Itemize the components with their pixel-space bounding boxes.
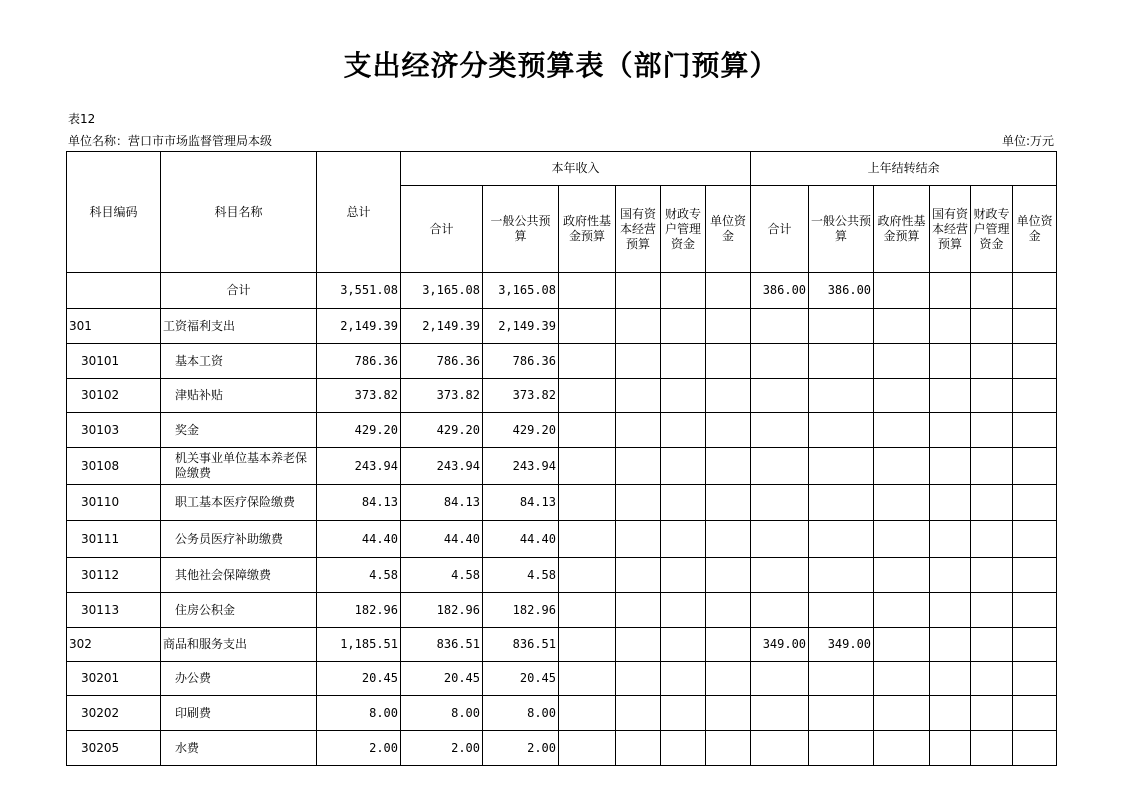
cell-ly-sum bbox=[751, 485, 809, 521]
cell-name: 工资福利支出 bbox=[161, 309, 317, 344]
cell-cy-sum: 3,165.08 bbox=[401, 273, 483, 309]
cell-cy-general: 8.00 bbox=[483, 696, 559, 731]
cell-cy-special bbox=[661, 448, 706, 485]
cell-cy-unit bbox=[706, 696, 751, 731]
table-row bbox=[67, 662, 1057, 696]
cell-cy-unit bbox=[706, 485, 751, 521]
cell-ly-special bbox=[971, 485, 1013, 521]
cell-total: 1,185.51 bbox=[317, 628, 401, 662]
cell-ly-unit bbox=[1013, 696, 1057, 731]
cell-ly-unit bbox=[1013, 593, 1057, 628]
cell-cy-unit bbox=[706, 521, 751, 558]
table-row bbox=[67, 731, 1057, 766]
cell-cy-special bbox=[661, 731, 706, 766]
cell-code: 302 bbox=[67, 628, 161, 662]
cell-cy-fund bbox=[559, 273, 616, 309]
cell-ly-general bbox=[809, 413, 874, 448]
cell-ly-sum bbox=[751, 413, 809, 448]
cell-ly-unit bbox=[1013, 662, 1057, 696]
cell-cy-special bbox=[661, 413, 706, 448]
cell-total: 44.40 bbox=[317, 521, 401, 558]
header-cy-special: 财政专户管理资金 bbox=[661, 186, 706, 273]
cell-cy-unit bbox=[706, 309, 751, 344]
cell-ly-state bbox=[930, 273, 971, 309]
cell-name: 职工基本医疗保险缴费 bbox=[161, 485, 317, 521]
cell-cy-sum: 182.96 bbox=[401, 593, 483, 628]
header-code: 科目编码 bbox=[67, 152, 161, 273]
unit-label: 单位:万元 bbox=[1001, 134, 1054, 148]
cell-ly-general: 349.00 bbox=[809, 628, 874, 662]
cell-ly-sum bbox=[751, 448, 809, 485]
cell-code: 30205 bbox=[67, 731, 161, 766]
cell-code bbox=[67, 273, 161, 309]
header-last-year: 上年结转结余 bbox=[751, 152, 1057, 186]
cell-cy-special bbox=[661, 521, 706, 558]
cell-ly-sum bbox=[751, 731, 809, 766]
cell-ly-general bbox=[809, 558, 874, 593]
cell-ly-sum bbox=[751, 344, 809, 379]
cell-cy-unit bbox=[706, 731, 751, 766]
cell-code: 30112 bbox=[67, 558, 161, 593]
cell-code: 30101 bbox=[67, 344, 161, 379]
cell-name: 公务员医疗补助缴费 bbox=[161, 521, 317, 558]
cell-ly-fund bbox=[874, 558, 930, 593]
cell-ly-sum: 386.00 bbox=[751, 273, 809, 309]
cell-cy-sum: 20.45 bbox=[401, 662, 483, 696]
cell-cy-sum: 8.00 bbox=[401, 696, 483, 731]
budget-table bbox=[66, 151, 1057, 766]
cell-name: 印刷费 bbox=[161, 696, 317, 731]
cell-ly-special bbox=[971, 696, 1013, 731]
cell-cy-state bbox=[616, 628, 661, 662]
cell-name: 办公费 bbox=[161, 662, 317, 696]
header-cy-unit: 单位资金 bbox=[706, 186, 751, 273]
cell-cy-sum: 786.36 bbox=[401, 344, 483, 379]
cell-total: 786.36 bbox=[317, 344, 401, 379]
cell-cy-sum: 243.94 bbox=[401, 448, 483, 485]
cell-cy-fund bbox=[559, 521, 616, 558]
cell-cy-state bbox=[616, 273, 661, 309]
cell-ly-unit bbox=[1013, 448, 1057, 485]
cell-ly-special bbox=[971, 731, 1013, 766]
cell-ly-unit bbox=[1013, 309, 1057, 344]
cell-cy-fund bbox=[559, 379, 616, 413]
cell-cy-unit bbox=[706, 662, 751, 696]
cell-ly-unit bbox=[1013, 379, 1057, 413]
cell-cy-unit bbox=[706, 379, 751, 413]
cell-cy-fund bbox=[559, 413, 616, 448]
header-ly-special: 财政专户管理资金 bbox=[971, 186, 1013, 273]
cell-ly-sum bbox=[751, 696, 809, 731]
cell-ly-sum bbox=[751, 558, 809, 593]
cell-cy-general: 429.20 bbox=[483, 413, 559, 448]
cell-ly-special bbox=[971, 309, 1013, 344]
cell-code: 301 bbox=[67, 309, 161, 344]
cell-cy-fund bbox=[559, 448, 616, 485]
cell-ly-special bbox=[971, 593, 1013, 628]
cell-cy-special bbox=[661, 379, 706, 413]
cell-ly-general bbox=[809, 521, 874, 558]
cell-cy-state bbox=[616, 731, 661, 766]
unit-name-label: 单位名称：营口市市场监督管理局本级 bbox=[68, 134, 273, 148]
cell-ly-sum bbox=[751, 662, 809, 696]
header-ly-sum: 合计 bbox=[751, 186, 809, 273]
cell-total: 429.20 bbox=[317, 413, 401, 448]
cell-ly-state bbox=[930, 344, 971, 379]
cell-cy-sum: 836.51 bbox=[401, 628, 483, 662]
cell-ly-state bbox=[930, 309, 971, 344]
cell-cy-sum: 429.20 bbox=[401, 413, 483, 448]
cell-ly-state bbox=[930, 413, 971, 448]
header-ly-general: 一般公共预算 bbox=[809, 186, 874, 273]
cell-ly-fund bbox=[874, 485, 930, 521]
cell-cy-state bbox=[616, 521, 661, 558]
cell-name: 津贴补贴 bbox=[161, 379, 317, 413]
cell-cy-sum: 2,149.39 bbox=[401, 309, 483, 344]
cell-cy-special bbox=[661, 593, 706, 628]
table-row bbox=[67, 558, 1057, 593]
table-row bbox=[67, 521, 1057, 558]
table-row bbox=[67, 413, 1057, 448]
table-number: 表12 bbox=[68, 112, 96, 126]
cell-ly-fund bbox=[874, 344, 930, 379]
cell-ly-unit bbox=[1013, 628, 1057, 662]
header-current-year: 本年收入 bbox=[401, 152, 751, 186]
cell-ly-general bbox=[809, 662, 874, 696]
cell-cy-state bbox=[616, 696, 661, 731]
cell-total: 8.00 bbox=[317, 696, 401, 731]
cell-ly-state bbox=[930, 379, 971, 413]
header-ly-state: 国有资本经营预算 bbox=[930, 186, 971, 273]
cell-name: 合计 bbox=[161, 273, 317, 309]
cell-cy-special bbox=[661, 696, 706, 731]
cell-ly-fund bbox=[874, 413, 930, 448]
cell-total: 20.45 bbox=[317, 662, 401, 696]
cell-ly-special bbox=[971, 558, 1013, 593]
cell-cy-fund bbox=[559, 662, 616, 696]
table-row bbox=[67, 448, 1057, 485]
cell-name: 奖金 bbox=[161, 413, 317, 448]
cell-code: 30102 bbox=[67, 379, 161, 413]
cell-cy-general: 2.00 bbox=[483, 731, 559, 766]
cell-ly-general bbox=[809, 309, 874, 344]
cell-cy-unit bbox=[706, 448, 751, 485]
cell-cy-fund bbox=[559, 731, 616, 766]
table-row bbox=[67, 379, 1057, 413]
header-cy-general: 一般公共预算 bbox=[483, 186, 559, 273]
cell-ly-sum bbox=[751, 521, 809, 558]
cell-ly-state bbox=[930, 696, 971, 731]
cell-ly-fund bbox=[874, 521, 930, 558]
cell-total: 182.96 bbox=[317, 593, 401, 628]
cell-ly-general bbox=[809, 379, 874, 413]
cell-cy-unit bbox=[706, 344, 751, 379]
cell-cy-special bbox=[661, 628, 706, 662]
cell-ly-state bbox=[930, 593, 971, 628]
cell-ly-sum bbox=[751, 593, 809, 628]
cell-ly-general bbox=[809, 485, 874, 521]
cell-ly-sum bbox=[751, 309, 809, 344]
cell-total: 84.13 bbox=[317, 485, 401, 521]
cell-ly-fund bbox=[874, 731, 930, 766]
cell-cy-state bbox=[616, 448, 661, 485]
cell-ly-special bbox=[971, 379, 1013, 413]
cell-ly-unit bbox=[1013, 485, 1057, 521]
cell-ly-unit bbox=[1013, 558, 1057, 593]
cell-ly-general bbox=[809, 593, 874, 628]
cell-ly-state bbox=[930, 521, 971, 558]
cell-ly-fund bbox=[874, 593, 930, 628]
cell-cy-special bbox=[661, 485, 706, 521]
cell-cy-fund bbox=[559, 593, 616, 628]
cell-ly-fund bbox=[874, 273, 930, 309]
cell-ly-unit bbox=[1013, 273, 1057, 309]
cell-cy-special bbox=[661, 558, 706, 593]
cell-code: 30202 bbox=[67, 696, 161, 731]
cell-ly-fund bbox=[874, 309, 930, 344]
cell-cy-state bbox=[616, 309, 661, 344]
cell-ly-fund bbox=[874, 662, 930, 696]
cell-cy-sum: 373.82 bbox=[401, 379, 483, 413]
table-row bbox=[67, 344, 1057, 379]
cell-code: 30111 bbox=[67, 521, 161, 558]
cell-cy-unit bbox=[706, 593, 751, 628]
cell-cy-general: 4.58 bbox=[483, 558, 559, 593]
cell-cy-unit bbox=[706, 628, 751, 662]
cell-total: 2.00 bbox=[317, 731, 401, 766]
cell-ly-general bbox=[809, 696, 874, 731]
header-cy-fund: 政府性基金预算 bbox=[559, 186, 616, 273]
cell-cy-state bbox=[616, 379, 661, 413]
cell-ly-sum bbox=[751, 379, 809, 413]
cell-ly-special bbox=[971, 448, 1013, 485]
cell-cy-special bbox=[661, 309, 706, 344]
cell-ly-special bbox=[971, 273, 1013, 309]
header-name: 科目名称 bbox=[161, 152, 317, 273]
cell-cy-general: 373.82 bbox=[483, 379, 559, 413]
cell-ly-fund bbox=[874, 696, 930, 731]
cell-ly-state bbox=[930, 558, 971, 593]
header-cy-sum: 合计 bbox=[401, 186, 483, 273]
cell-ly-unit bbox=[1013, 521, 1057, 558]
cell-ly-special bbox=[971, 662, 1013, 696]
cell-cy-fund bbox=[559, 485, 616, 521]
cell-ly-state bbox=[930, 731, 971, 766]
cell-cy-sum: 84.13 bbox=[401, 485, 483, 521]
cell-total: 4.58 bbox=[317, 558, 401, 593]
cell-ly-state bbox=[930, 448, 971, 485]
cell-ly-sum: 349.00 bbox=[751, 628, 809, 662]
cell-cy-fund bbox=[559, 696, 616, 731]
cell-cy-unit bbox=[706, 558, 751, 593]
table-row bbox=[67, 273, 1057, 309]
cell-ly-general: 386.00 bbox=[809, 273, 874, 309]
table-row bbox=[67, 309, 1057, 344]
cell-total: 373.82 bbox=[317, 379, 401, 413]
table-row bbox=[67, 485, 1057, 521]
table-row bbox=[67, 696, 1057, 731]
header-total: 总计 bbox=[317, 152, 401, 273]
cell-ly-unit bbox=[1013, 413, 1057, 448]
cell-ly-state bbox=[930, 485, 971, 521]
cell-ly-special bbox=[971, 344, 1013, 379]
cell-total: 243.94 bbox=[317, 448, 401, 485]
header-ly-fund: 政府性基金预算 bbox=[874, 186, 930, 273]
cell-name: 其他社会保障缴费 bbox=[161, 558, 317, 593]
cell-cy-general: 182.96 bbox=[483, 593, 559, 628]
cell-ly-unit bbox=[1013, 344, 1057, 379]
cell-ly-fund bbox=[874, 448, 930, 485]
cell-code: 30103 bbox=[67, 413, 161, 448]
table-row bbox=[67, 628, 1057, 662]
cell-cy-state bbox=[616, 662, 661, 696]
cell-cy-unit bbox=[706, 413, 751, 448]
cell-ly-special bbox=[971, 413, 1013, 448]
cell-cy-general: 243.94 bbox=[483, 448, 559, 485]
cell-cy-sum: 2.00 bbox=[401, 731, 483, 766]
cell-ly-general bbox=[809, 731, 874, 766]
cell-cy-state bbox=[616, 413, 661, 448]
cell-cy-special bbox=[661, 344, 706, 379]
cell-cy-state bbox=[616, 558, 661, 593]
cell-cy-state bbox=[616, 485, 661, 521]
cell-total: 2,149.39 bbox=[317, 309, 401, 344]
cell-cy-general: 20.45 bbox=[483, 662, 559, 696]
cell-ly-special bbox=[971, 628, 1013, 662]
cell-cy-general: 3,165.08 bbox=[483, 273, 559, 309]
cell-ly-general bbox=[809, 448, 874, 485]
header-ly-unit: 单位资金 bbox=[1013, 186, 1057, 273]
cell-ly-special bbox=[971, 521, 1013, 558]
cell-code: 30108 bbox=[67, 448, 161, 485]
cell-cy-general: 44.40 bbox=[483, 521, 559, 558]
cell-ly-state bbox=[930, 628, 971, 662]
table-row bbox=[67, 593, 1057, 628]
cell-name: 住房公积金 bbox=[161, 593, 317, 628]
cell-ly-general bbox=[809, 344, 874, 379]
cell-cy-general: 84.13 bbox=[483, 485, 559, 521]
cell-total: 3,551.08 bbox=[317, 273, 401, 309]
cell-code: 30113 bbox=[67, 593, 161, 628]
cell-code: 30110 bbox=[67, 485, 161, 521]
cell-name: 基本工资 bbox=[161, 344, 317, 379]
cell-name: 机关事业单位基本养老保险缴费 bbox=[161, 448, 317, 485]
cell-cy-fund bbox=[559, 558, 616, 593]
cell-cy-unit bbox=[706, 273, 751, 309]
cell-name: 水费 bbox=[161, 731, 317, 766]
cell-ly-state bbox=[930, 662, 971, 696]
cell-cy-special bbox=[661, 662, 706, 696]
cell-ly-fund bbox=[874, 379, 930, 413]
cell-cy-fund bbox=[559, 309, 616, 344]
cell-ly-unit bbox=[1013, 731, 1057, 766]
cell-cy-fund bbox=[559, 344, 616, 379]
cell-cy-general: 786.36 bbox=[483, 344, 559, 379]
cell-cy-sum: 44.40 bbox=[401, 521, 483, 558]
cell-cy-general: 2,149.39 bbox=[483, 309, 559, 344]
page-title: 支出经济分类预算表（部门预算） bbox=[343, 49, 779, 82]
cell-name: 商品和服务支出 bbox=[161, 628, 317, 662]
header-cy-state: 国有资本经营预算 bbox=[616, 186, 661, 273]
cell-cy-sum: 4.58 bbox=[401, 558, 483, 593]
cell-code: 30201 bbox=[67, 662, 161, 696]
cell-cy-general: 836.51 bbox=[483, 628, 559, 662]
cell-cy-fund bbox=[559, 628, 616, 662]
cell-ly-fund bbox=[874, 628, 930, 662]
cell-cy-special bbox=[661, 273, 706, 309]
cell-cy-state bbox=[616, 344, 661, 379]
cell-cy-state bbox=[616, 593, 661, 628]
